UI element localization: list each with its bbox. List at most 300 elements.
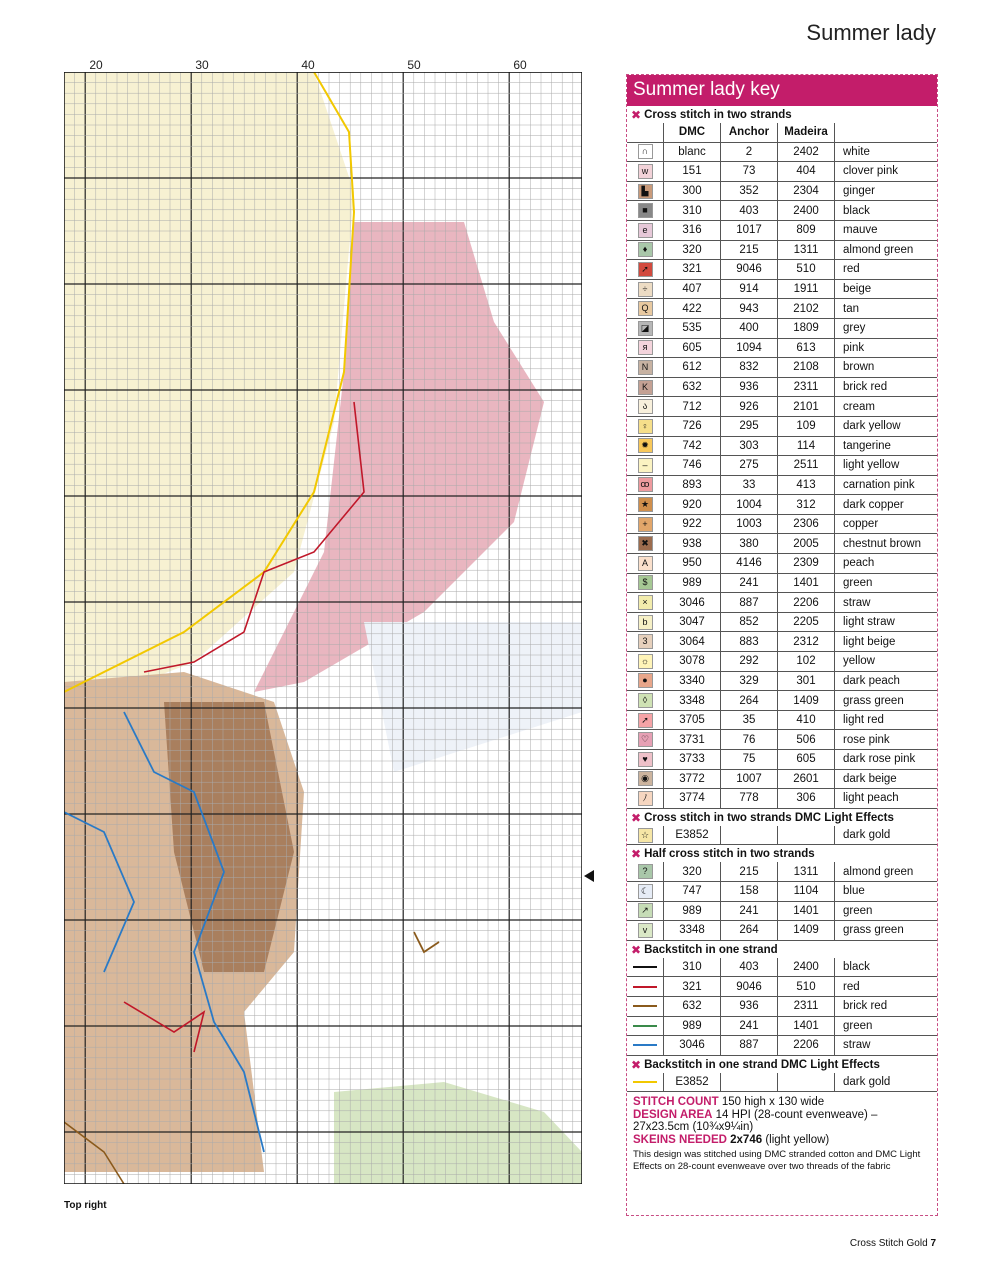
dmc-code: 3733 — [664, 750, 721, 770]
stitch-symbol-icon: ♡ — [638, 732, 653, 747]
dmc-code: 3046 — [664, 593, 721, 613]
dmc-code: 310 — [664, 201, 721, 221]
cross-icon: ✖ — [631, 1057, 642, 1072]
madeira-code: 510 — [778, 260, 835, 280]
dmc-code: 746 — [664, 456, 721, 476]
key-table — [627, 826, 937, 846]
skeins-needed: SKEINS NEEDED 2x746 (light yellow) — [633, 1134, 830, 1147]
key-row — [627, 612, 937, 632]
stitch-symbol-icon: ∩ — [638, 144, 653, 159]
dmc-code: 920 — [664, 495, 721, 515]
key-row — [627, 1016, 937, 1036]
stitch-symbol-icon: ꝏ — [638, 477, 653, 492]
stitch-symbol-icon: ↗ — [638, 903, 653, 918]
cross-stitch-chart — [64, 58, 582, 1188]
color-name: cream — [835, 397, 938, 417]
madeira-code: 312 — [778, 495, 835, 515]
key-row — [627, 358, 937, 378]
madeira-code: 1311 — [778, 862, 835, 881]
key-row — [627, 573, 937, 593]
key-section-title: ✖ Backstitch in one strand — [631, 942, 778, 957]
anchor-code: 1094 — [721, 338, 778, 358]
madeira-code: 114 — [778, 436, 835, 456]
anchor-code: 241 — [721, 901, 778, 921]
dmc-code: 726 — [664, 416, 721, 436]
dmc-code: 321 — [664, 977, 721, 997]
key-row — [627, 554, 937, 574]
anchor-code: 275 — [721, 456, 778, 476]
stitch-symbol-icon: ♀ — [638, 419, 653, 434]
madeira-code: 301 — [778, 671, 835, 691]
anchor-code: 400 — [721, 318, 778, 338]
color-name: peach — [835, 554, 938, 574]
color-name: tangerine — [835, 436, 938, 456]
stitch-symbol-icon: N — [638, 360, 653, 375]
key-row — [627, 730, 937, 750]
dmc-code: 612 — [664, 358, 721, 378]
anchor-code: 215 — [721, 862, 778, 881]
madeira-code: 2601 — [778, 769, 835, 789]
madeira-code: 1401 — [778, 901, 835, 921]
key-section-title: ✖ Half cross stitch in two strands — [631, 847, 815, 862]
dmc-code: 3348 — [664, 691, 721, 711]
key-row — [627, 977, 937, 997]
stitch-symbol-icon: – — [638, 458, 653, 473]
dmc-code: 3047 — [664, 612, 721, 632]
key-row — [627, 534, 937, 554]
key-row — [627, 691, 937, 711]
anchor-code: 936 — [721, 377, 778, 397]
column-number-30: 30 — [195, 58, 209, 72]
anchor-code: 936 — [721, 996, 778, 1016]
key-row — [627, 921, 937, 941]
key-row — [627, 201, 937, 221]
backstitch-line-icon — [633, 966, 657, 968]
color-name: black — [835, 958, 938, 977]
color-name: blue — [835, 881, 938, 901]
madeira-code: 2511 — [778, 456, 835, 476]
madeira-code: 2309 — [778, 554, 835, 574]
anchor-code: 73 — [721, 162, 778, 182]
dmc-code: 712 — [664, 397, 721, 417]
madeira-code: 413 — [778, 475, 835, 495]
madeira-code: 102 — [778, 652, 835, 672]
page-number: 7 — [930, 1238, 936, 1249]
dmc-code: 893 — [664, 475, 721, 495]
dmc-code: 3772 — [664, 769, 721, 789]
anchor-code: 292 — [721, 652, 778, 672]
anchor-code: 887 — [721, 593, 778, 613]
anchor-code: 295 — [721, 416, 778, 436]
dmc-code: 3348 — [664, 921, 721, 941]
stitch-symbol-icon: ✖ — [638, 536, 653, 551]
dmc-code: 407 — [664, 279, 721, 299]
key-row — [627, 260, 937, 280]
dmc-code: 310 — [664, 958, 721, 977]
dmc-code: 742 — [664, 436, 721, 456]
stitch-symbol-icon: ? — [638, 864, 653, 879]
stitch-symbol-icon: K — [638, 380, 653, 395]
madeira-code: 1409 — [778, 921, 835, 941]
madeira-code: 1104 — [778, 881, 835, 901]
dmc-code: 950 — [664, 554, 721, 574]
center-arrow-icon — [584, 870, 594, 882]
dmc-code: E3852 — [664, 826, 721, 845]
color-name: beige — [835, 279, 938, 299]
color-name: dark yellow — [835, 416, 938, 436]
dmc-code: 747 — [664, 881, 721, 901]
madeira-code: 1809 — [778, 318, 835, 338]
anchor-code: 264 — [721, 921, 778, 941]
chart-caption: Top right — [64, 1200, 107, 1211]
dmc-code: 3340 — [664, 671, 721, 691]
madeira-code: 2304 — [778, 181, 835, 201]
column-number-20: 20 — [89, 58, 103, 72]
cross-icon: ✖ — [631, 810, 642, 825]
stitch-symbol-icon: + — [638, 517, 653, 532]
dmc-code: 989 — [664, 901, 721, 921]
anchor-code: 832 — [721, 358, 778, 378]
madeira-code: 1401 — [778, 573, 835, 593]
key-body — [627, 106, 937, 1092]
color-name: light red — [835, 710, 938, 730]
color-name: yellow — [835, 652, 938, 672]
color-name: dark rose pink — [835, 750, 938, 770]
key-row — [627, 220, 937, 240]
color-name: pink — [835, 338, 938, 358]
madeira-code: 506 — [778, 730, 835, 750]
key-table — [627, 123, 937, 809]
color-name: brick red — [835, 377, 938, 397]
color-name: dark gold — [835, 826, 938, 845]
color-name: brown — [835, 358, 938, 378]
madeira-code: 2205 — [778, 612, 835, 632]
key-row — [627, 162, 937, 182]
color-name: light yellow — [835, 456, 938, 476]
color-name: ginger — [835, 181, 938, 201]
header-dmc: DMC — [664, 123, 721, 142]
key-row — [627, 181, 937, 201]
anchor-code: 943 — [721, 299, 778, 319]
madeira-code: 2311 — [778, 996, 835, 1016]
anchor-code — [721, 826, 778, 845]
anchor-code: 264 — [721, 691, 778, 711]
madeira-code: 2402 — [778, 142, 835, 162]
color-name: green — [835, 1016, 938, 1036]
stitch-symbol-icon: ა — [638, 399, 653, 414]
color-name: dark copper — [835, 495, 938, 515]
dmc-code: 300 — [664, 181, 721, 201]
anchor-code: 380 — [721, 534, 778, 554]
key-row — [627, 338, 937, 358]
page-title: Summer lady — [806, 20, 936, 45]
color-name: almond green — [835, 240, 938, 260]
anchor-code: 403 — [721, 958, 778, 977]
color-name: green — [835, 901, 938, 921]
anchor-code: 35 — [721, 710, 778, 730]
key-row — [627, 710, 937, 730]
cross-icon: ✖ — [631, 942, 642, 957]
madeira-code: 809 — [778, 220, 835, 240]
anchor-code: 883 — [721, 632, 778, 652]
color-name: rose pink — [835, 730, 938, 750]
key-header-row — [627, 123, 937, 142]
stitch-grid — [64, 72, 582, 1184]
color-name: mauve — [835, 220, 938, 240]
dmc-code: 3731 — [664, 730, 721, 750]
anchor-code: 4146 — [721, 554, 778, 574]
color-name: dark beige — [835, 769, 938, 789]
madeira-code: 2312 — [778, 632, 835, 652]
dmc-code: 922 — [664, 514, 721, 534]
color-name: green — [835, 573, 938, 593]
madeira-code: 613 — [778, 338, 835, 358]
stitch-symbol-icon: ● — [638, 673, 653, 688]
stitch-symbol-icon: $ — [638, 575, 653, 590]
stitch-symbol-icon: w — [638, 164, 653, 179]
design-area: DESIGN AREA 14 HPI (28-count evenweave) – 27x23.5cm (10¾x9¼in) — [633, 1109, 878, 1134]
anchor-code: 76 — [721, 730, 778, 750]
color-name: light beige — [835, 632, 938, 652]
stitch-symbol-icon: ✹ — [638, 438, 653, 453]
anchor-code: 303 — [721, 436, 778, 456]
stitch-symbol-icon: ÷ — [638, 282, 653, 297]
key-row — [627, 456, 937, 476]
key-section-title: ✖ Cross stitch in two strands — [631, 108, 792, 122]
key-section-title: ✖ Cross stitch in two strands DMC Light Effects — [631, 810, 894, 825]
key-row — [627, 279, 937, 299]
color-name: grass green — [835, 921, 938, 941]
anchor-code: 778 — [721, 789, 778, 809]
madeira-code: 1401 — [778, 1016, 835, 1036]
color-name: chestnut brown — [835, 534, 938, 554]
key-row — [627, 397, 937, 417]
dmc-code: 316 — [664, 220, 721, 240]
anchor-code: 914 — [721, 279, 778, 299]
header-madeira: Madeira — [778, 123, 835, 142]
stitch-count: STITCH COUNT 150 high x 130 wide — [633, 1096, 825, 1109]
stitch-symbol-icon: ◪ — [638, 321, 653, 336]
cross-icon: ✖ — [631, 108, 642, 122]
dmc-code: 535 — [664, 318, 721, 338]
key-row — [627, 958, 937, 977]
stitch-symbol-icon: ♥ — [638, 752, 653, 767]
anchor-code: 158 — [721, 881, 778, 901]
color-name: grass green — [835, 691, 938, 711]
anchor-code: 926 — [721, 397, 778, 417]
stitch-symbol-icon: ☼ — [638, 654, 653, 669]
key-row — [627, 436, 937, 456]
anchor-code: 1003 — [721, 514, 778, 534]
madeira-code: 2311 — [778, 377, 835, 397]
key-row — [627, 299, 937, 319]
stitch-symbol-icon: я — [638, 340, 653, 355]
color-name: tan — [835, 299, 938, 319]
anchor-code: 75 — [721, 750, 778, 770]
madeira-code: 2400 — [778, 201, 835, 221]
dmc-code: 320 — [664, 240, 721, 260]
stitch-symbol-icon: ▙ — [638, 184, 653, 199]
anchor-code: 215 — [721, 240, 778, 260]
color-name: straw — [835, 1036, 938, 1056]
key-table — [627, 862, 937, 940]
key-row — [627, 996, 937, 1016]
key-row — [627, 901, 937, 921]
key-row — [627, 862, 937, 881]
color-name: dark gold — [835, 1073, 938, 1092]
key-row — [627, 240, 937, 260]
madeira-code: 1311 — [778, 240, 835, 260]
color-name: carnation pink — [835, 475, 938, 495]
key-row — [627, 142, 937, 162]
anchor-code: 9046 — [721, 260, 778, 280]
stitch-symbol-icon: ➚ — [638, 713, 653, 728]
madeira-code: 410 — [778, 710, 835, 730]
magazine-name: Cross Stitch Gold — [849, 1238, 928, 1249]
color-name: black — [835, 201, 938, 221]
stitch-symbol-icon: × — [638, 595, 653, 610]
stitch-symbol-icon: ☾ — [638, 884, 653, 899]
dmc-code: E3852 — [664, 1073, 721, 1092]
backstitch-line-icon — [633, 1081, 657, 1083]
anchor-code: 1004 — [721, 495, 778, 515]
anchor-code — [721, 1073, 778, 1092]
stitching-note: This design was stitched using DMC stranded cotton and DMC Light Effects on 28-count evenweave over two threads of the fabric — [633, 1149, 921, 1173]
madeira-code — [778, 1073, 835, 1092]
anchor-code: 2 — [721, 142, 778, 162]
key-row — [627, 826, 937, 845]
backstitch-line-icon — [633, 986, 657, 988]
stitch-symbol-icon: A — [638, 556, 653, 571]
anchor-code: 403 — [721, 201, 778, 221]
color-name: clover pink — [835, 162, 938, 182]
dmc-code: 632 — [664, 996, 721, 1016]
madeira-code: 109 — [778, 416, 835, 436]
key-title: Summer lady key — [627, 75, 937, 106]
dmc-code: 989 — [664, 1016, 721, 1036]
stitch-symbol-icon: ☆ — [638, 828, 653, 843]
madeira-code: 1409 — [778, 691, 835, 711]
color-name: brick red — [835, 996, 938, 1016]
stitch-symbol-icon: ➚ — [638, 262, 653, 277]
color-name: straw — [835, 593, 938, 613]
color-name: almond green — [835, 862, 938, 881]
dmc-code: 3046 — [664, 1036, 721, 1056]
anchor-code: 329 — [721, 671, 778, 691]
madeira-code: 2206 — [778, 593, 835, 613]
stitch-symbol-icon: ﾉ — [638, 791, 653, 806]
madeira-code: 2101 — [778, 397, 835, 417]
dmc-code: 3064 — [664, 632, 721, 652]
anchor-code: 887 — [721, 1036, 778, 1056]
anchor-code: 241 — [721, 1016, 778, 1036]
madeira-code: 404 — [778, 162, 835, 182]
dmc-code: 938 — [664, 534, 721, 554]
stitch-symbol-icon: ◉ — [638, 771, 653, 786]
color-name: red — [835, 977, 938, 997]
stitch-symbol-icon: b — [638, 615, 653, 630]
dmc-code: 3774 — [664, 789, 721, 809]
chart-key-panel — [626, 74, 938, 1216]
key-row — [627, 632, 937, 652]
backstitch-line-icon — [633, 1025, 657, 1027]
key-row — [627, 769, 937, 789]
page-footer — [850, 1238, 936, 1249]
dmc-code: 605 — [664, 338, 721, 358]
stitch-symbol-icon: Q — [638, 301, 653, 316]
anchor-code: 241 — [721, 573, 778, 593]
key-row — [627, 514, 937, 534]
dmc-code: 3078 — [664, 652, 721, 672]
anchor-code: 1017 — [721, 220, 778, 240]
madeira-code: 306 — [778, 789, 835, 809]
color-name: dark peach — [835, 671, 938, 691]
column-number-50: 50 — [407, 58, 421, 72]
anchor-code: 1007 — [721, 769, 778, 789]
stitch-symbol-icon: ◊ — [638, 693, 653, 708]
dmc-code: 989 — [664, 573, 721, 593]
madeira-code: 2005 — [778, 534, 835, 554]
key-row — [627, 593, 937, 613]
color-name: grey — [835, 318, 938, 338]
dmc-code: 321 — [664, 260, 721, 280]
key-row — [627, 881, 937, 901]
madeira-code: 2206 — [778, 1036, 835, 1056]
dmc-code: 422 — [664, 299, 721, 319]
key-row — [627, 671, 937, 691]
dmc-code: blanc — [664, 142, 721, 162]
madeira-code: 510 — [778, 977, 835, 997]
backstitch-line-icon — [633, 1044, 657, 1046]
anchor-code: 33 — [721, 475, 778, 495]
anchor-code: 9046 — [721, 977, 778, 997]
madeira-code: 605 — [778, 750, 835, 770]
dmc-code: 632 — [664, 377, 721, 397]
key-row — [627, 750, 937, 770]
anchor-code: 352 — [721, 181, 778, 201]
key-row — [627, 789, 937, 809]
color-name: light straw — [835, 612, 938, 632]
dmc-code: 151 — [664, 162, 721, 182]
key-row — [627, 652, 937, 672]
color-name: light peach — [835, 789, 938, 809]
madeira-code: 1911 — [778, 279, 835, 299]
key-row — [627, 1036, 937, 1056]
key-table — [627, 1073, 937, 1093]
key-row — [627, 495, 937, 515]
color-name: white — [835, 142, 938, 162]
key-row — [627, 318, 937, 338]
madeira-code: 2102 — [778, 299, 835, 319]
dmc-code: 320 — [664, 862, 721, 881]
key-table — [627, 958, 937, 1056]
key-footer — [627, 1092, 937, 1173]
stitch-symbol-icon: 3 — [638, 634, 653, 649]
madeira-code: 2306 — [778, 514, 835, 534]
key-row — [627, 1073, 937, 1092]
stitch-symbol-icon: e — [638, 223, 653, 238]
stitch-symbol-icon: ★ — [638, 497, 653, 512]
key-section-title: ✖ Backstitch in one strand DMC Light Effects — [631, 1057, 880, 1072]
madeira-code: 2108 — [778, 358, 835, 378]
color-name: copper — [835, 514, 938, 534]
key-row — [627, 416, 937, 436]
stitch-symbol-icon: ■ — [638, 203, 653, 218]
dmc-code: 3705 — [664, 710, 721, 730]
key-row — [627, 475, 937, 495]
key-row — [627, 377, 937, 397]
backstitch-line-icon — [633, 1005, 657, 1007]
